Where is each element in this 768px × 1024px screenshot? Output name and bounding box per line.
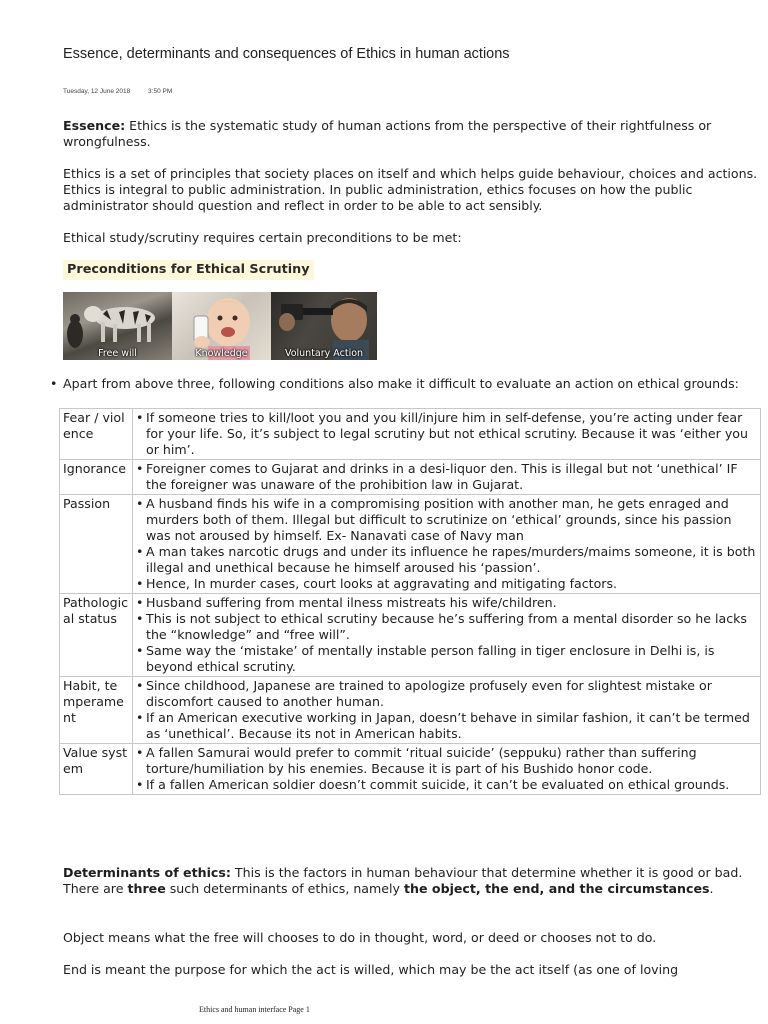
- list-item: • Since childhood, Japanese are trained to apologize profusely even for slightest mistake or discomfort caused to another human.: [136, 678, 757, 710]
- list-item: • Husband suffering from mental ilness mistreats his wife/children.: [136, 595, 757, 611]
- determinants-list: the object, the end, and the circumstances: [404, 881, 710, 896]
- condition-label: Habit, temperament: [60, 677, 133, 744]
- list-item: • Hence, In murder cases, court looks at aggravating and mitigating factors.: [136, 576, 757, 592]
- bullet-intro-text: Apart from above three, following conditions also make it difficult to evaluate an action on ethical grounds:: [63, 376, 739, 391]
- condition-items: [133, 744, 761, 795]
- free-will-caption: Free will: [98, 348, 137, 359]
- table-row: [60, 460, 761, 495]
- list-item: • A fallen Samurai would prefer to commit ‘ritual suicide’ (seppuku) rather than suffering torture/humiliation by his enemies. Because it is part of his Bushido honor code.: [136, 745, 757, 777]
- list-item: • If an American executive working in Japan, doesn’t behave in similar fashion, it can’t be termed as ‘unethical’. Because its not in American habits.: [136, 710, 757, 742]
- determinants-three: three: [127, 881, 166, 896]
- condition-label: Pathological status: [60, 594, 133, 677]
- determinants-text2: such determinants of ethics, namely: [165, 881, 404, 896]
- preconditions-paragraph: Ethical study/scrutiny requires certain preconditions to be met:: [63, 230, 462, 245]
- condition-items: [133, 495, 761, 594]
- table-row: [60, 594, 761, 677]
- condition-label: Passion: [60, 495, 133, 594]
- table-row: [60, 495, 761, 594]
- list-item: • Same way the ‘mistake’ of mentally instable person falling in tiger enclosure in Delhi is, is beyond ethical scrutiny.: [136, 643, 757, 675]
- page-title: Essence, determinants and consequences of Ethics in human actions: [63, 46, 510, 62]
- object-paragraph: Object means what the free will chooses to do in thought, word, or deed or chooses not to do.: [63, 930, 657, 945]
- list-item: • Foreigner comes to Gujarat and drinks in a desi-liquor den. This is illegal but not ‘unethical’ IF the foreigner was unaware of the prohibition law in Gujarat.: [136, 461, 757, 493]
- table-row: [60, 744, 761, 795]
- bullet-intro: [50, 376, 762, 392]
- essence-label: Essence:: [63, 118, 126, 133]
- page-meta: [63, 88, 188, 95]
- knowledge-caption: Knowledge: [195, 348, 248, 359]
- condition-label: Value system: [60, 744, 133, 795]
- determinants-label: Determinants of ethics:: [63, 865, 231, 880]
- list-item: • If a fallen American soldier doesn’t commit suicide, it can’t be evaluated on ethical grounds.: [136, 777, 757, 793]
- list-item: • If someone tries to kill/loot you and you kill/injure him in self-defense, you’re acting under fear for your life. So, it’s subject to legal scrutiny but not ethical scrutiny. Because it was ‘either you or him’.: [136, 410, 757, 458]
- list-item: • A husband finds his wife in a compromising position with another man, he gets enraged and murders both of them. Illegal but difficult to scrutinize on ‘ethical’ grounds, since his passion was not aroused by himself. Ex- Nanavati case of Navy man: [136, 496, 757, 544]
- condition-items: [133, 677, 761, 744]
- determinants-text1: This is the factors in human behaviour that determine whether it is good or bad. There are: [63, 865, 743, 896]
- principles-paragraph: Ethics is a set of principles that society places on itself and which helps guide behaviour, choices and actions. Ethics is integral to public administration. In public administration, ethics focuses on how the public administrator should question and reflect in order to be able to act sensibly.: [63, 166, 758, 213]
- determinants-end: .: [709, 881, 714, 896]
- page-time: 3:50 PM: [148, 88, 173, 95]
- table-row: [60, 409, 761, 460]
- condition-items: [133, 409, 761, 460]
- preconditions-heading: Preconditions for Ethical Scrutiny: [63, 260, 314, 280]
- page-footer: Ethics and human interface Page 1: [199, 1005, 310, 1014]
- condition-items: [133, 594, 761, 677]
- voluntary-action-caption: Voluntary Action: [284, 348, 364, 359]
- free-will-image: [63, 292, 172, 360]
- essence-text: Ethics is the systematic study of human actions from the perspective of their rightfulness or wrongfulness.: [63, 118, 712, 149]
- end-paragraph: End is meant the purpose for which the act is willed, which may be the act itself (as one of loving: [63, 962, 679, 977]
- list-item: • A man takes narcotic drugs and under its influence he rapes/murders/maims someone, it is both illegal and unethical because he himself aroused his ‘passion’.: [136, 544, 757, 576]
- determinants-paragraph: [63, 865, 763, 897]
- list-item: • This is not subject to ethical scrutiny because he’s suffering from a mental disorder so he lacks the “knowledge” and “free will”.: [136, 611, 757, 643]
- condition-items: [133, 460, 761, 495]
- page-date: Tuesday, 12 June 2018: [63, 88, 131, 95]
- conditions-table: [59, 408, 761, 795]
- preconditions-image: [63, 292, 377, 360]
- condition-label: Ignorance: [60, 460, 133, 495]
- knowledge-image: [172, 292, 271, 360]
- bullet-marker: •: [50, 376, 58, 391]
- voluntary-action-image: [271, 292, 377, 360]
- table-row: [60, 677, 761, 744]
- essence-paragraph: [63, 118, 763, 150]
- condition-label: Fear / violence: [60, 409, 133, 460]
